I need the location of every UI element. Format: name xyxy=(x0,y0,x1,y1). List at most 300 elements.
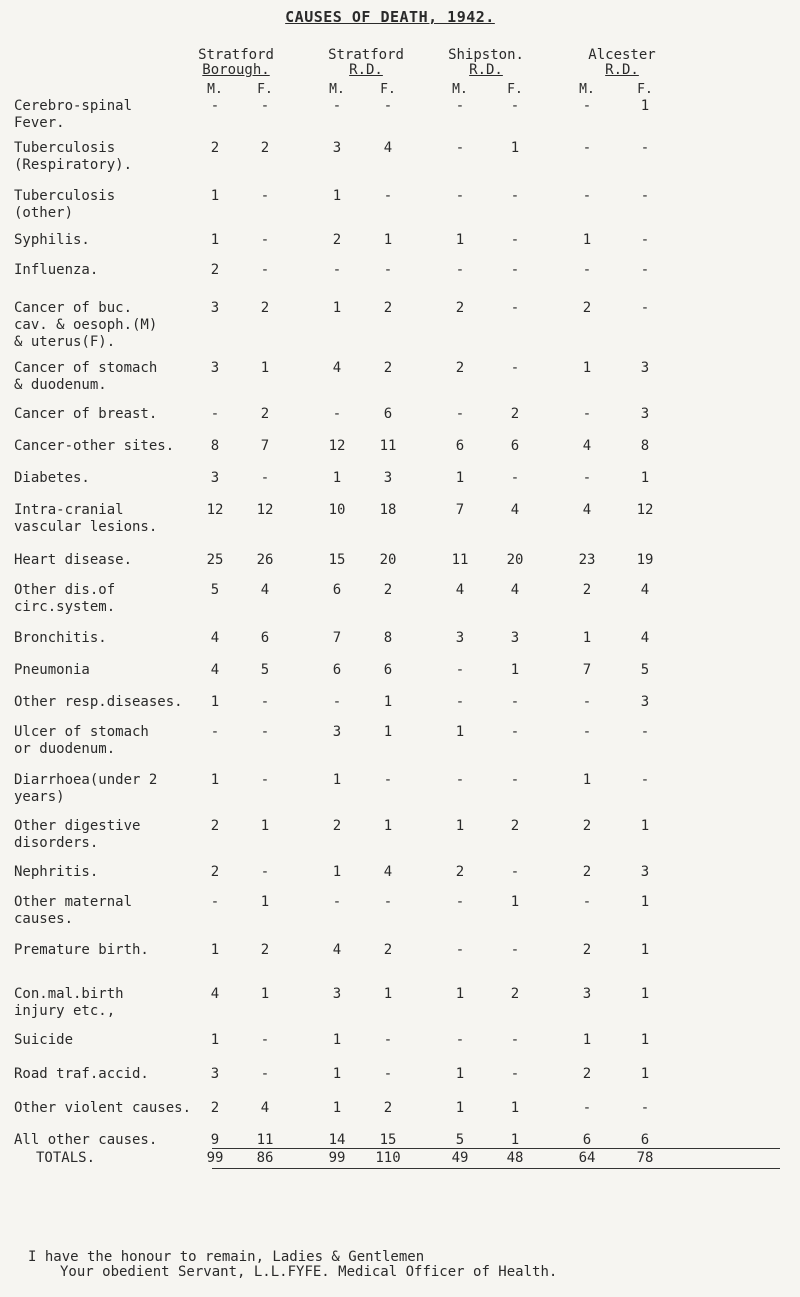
cause-label-line: Fever. xyxy=(14,115,65,131)
district-header xyxy=(300,48,432,78)
cause-label-line: Syphilis. xyxy=(14,232,90,248)
table-cell: 4 xyxy=(582,502,592,518)
cause-label-line: Premature birth. xyxy=(14,942,149,958)
totals-cell: 49 xyxy=(451,1150,469,1166)
cause-label xyxy=(14,864,279,881)
table-cell: 4 xyxy=(455,582,465,598)
table-cell: 12 xyxy=(256,502,274,518)
table-cell: 1 xyxy=(455,986,465,1002)
document-title: CAUSES OF DEATH, 1942. xyxy=(285,8,495,26)
cause-label xyxy=(14,300,279,351)
table-cell: 1 xyxy=(640,1066,650,1082)
table-cell: - xyxy=(455,188,465,204)
table-cell: 1 xyxy=(332,1066,342,1082)
table-cell: - xyxy=(582,894,592,910)
table-cell: - xyxy=(455,98,465,114)
table-cell: 3 xyxy=(510,630,520,646)
cause-label-line: Other digestive xyxy=(14,818,141,834)
table-cell: 4 xyxy=(210,662,220,678)
table-cell: - xyxy=(455,262,465,278)
table-cell: 4 xyxy=(210,630,220,646)
table-cell: 1 xyxy=(332,864,342,880)
table-cell: 1 xyxy=(383,986,393,1002)
table-cell: 4 xyxy=(582,438,592,454)
table-cell: - xyxy=(582,262,592,278)
table-cell: 1 xyxy=(640,942,650,958)
table-cell: 12 xyxy=(328,438,346,454)
table-cell: 6 xyxy=(332,662,342,678)
table-cell: 2 xyxy=(582,818,592,834)
table-cell: 2 xyxy=(383,1100,393,1116)
table-cell: - xyxy=(582,1100,592,1116)
cause-label-line: Diabetes. xyxy=(14,470,90,486)
table-cell: 1 xyxy=(210,232,220,248)
cause-label-line: Cancer of breast. xyxy=(14,406,158,422)
table-cell: 1 xyxy=(640,894,650,910)
totals-cell: 99 xyxy=(206,1150,224,1166)
table-cell: - xyxy=(383,188,393,204)
cause-label-line: vascular lesions. xyxy=(14,519,158,535)
table-cell: - xyxy=(383,772,393,788)
table-cell: 1 xyxy=(582,360,592,376)
cause-label xyxy=(14,406,279,423)
sex-label: F. xyxy=(257,82,273,97)
cause-label-line: cav. & oesoph.(M) xyxy=(14,317,158,333)
table-cell: 1 xyxy=(455,724,465,740)
table-cell: - xyxy=(332,262,342,278)
cause-label-line: Road traf.accid. xyxy=(14,1066,149,1082)
cause-label-line: Nephritis. xyxy=(14,864,99,880)
table-cell: 25 xyxy=(206,552,224,568)
table-cell: - xyxy=(582,470,592,486)
table-cell: 2 xyxy=(582,1066,592,1082)
sex-label: F. xyxy=(380,82,396,97)
table-cell: 4 xyxy=(640,630,650,646)
table-cell: 19 xyxy=(636,552,654,568)
table-cell: 6 xyxy=(510,438,520,454)
table-cell: - xyxy=(332,894,342,910)
table-cell: 1 xyxy=(455,1100,465,1116)
table-cell: 1 xyxy=(332,1100,342,1116)
table-cell: - xyxy=(510,262,520,278)
table-cell: 2 xyxy=(210,818,220,834)
totals-cell: 86 xyxy=(256,1150,274,1166)
cause-label-line: (other) xyxy=(14,205,74,221)
cause-label-line: Other violent causes. xyxy=(14,1100,192,1116)
table-cell: 2 xyxy=(582,942,592,958)
table-cell: - xyxy=(510,188,520,204)
cause-label xyxy=(14,188,279,222)
table-cell: 8 xyxy=(640,438,650,454)
table-cell: - xyxy=(510,1066,520,1082)
table-cell: 11 xyxy=(256,1132,274,1148)
table-cell: 7 xyxy=(332,630,342,646)
cause-label xyxy=(14,502,279,536)
table-cell: 2 xyxy=(260,942,270,958)
table-cell: 7 xyxy=(260,438,270,454)
table-cell: 2 xyxy=(510,986,520,1002)
table-cell: - xyxy=(510,1032,520,1048)
table-cell: 2 xyxy=(210,262,220,278)
cause-label-line: Diarrhoea(under 2 xyxy=(14,772,158,788)
cause-label-line: years) xyxy=(14,789,65,805)
cause-label xyxy=(14,232,279,249)
district-header xyxy=(420,48,552,78)
cause-label xyxy=(14,694,279,711)
table-cell: 10 xyxy=(328,502,346,518)
totals-cell: 99 xyxy=(328,1150,346,1166)
closing-servant: Your obedient Servant, xyxy=(60,1264,246,1280)
table-cell: - xyxy=(260,1032,270,1048)
table-cell: - xyxy=(640,772,650,788)
table-cell: 1 xyxy=(260,360,270,376)
cause-label xyxy=(14,986,279,1020)
table-cell: - xyxy=(383,1032,393,1048)
table-cell: 2 xyxy=(383,582,393,598)
table-cell: 4 xyxy=(510,582,520,598)
table-cell: - xyxy=(260,98,270,114)
cause-label xyxy=(14,470,279,487)
table-cell: 1 xyxy=(210,942,220,958)
table-cell: 26 xyxy=(256,552,274,568)
table-cell: - xyxy=(260,724,270,740)
table-cell: 1 xyxy=(260,818,270,834)
table-cell: 7 xyxy=(455,502,465,518)
table-cell: 1 xyxy=(455,470,465,486)
table-cell: - xyxy=(260,772,270,788)
table-cell: 3 xyxy=(332,724,342,740)
table-cell: - xyxy=(510,470,520,486)
cause-label-line: Cancer-other sites. xyxy=(14,438,175,454)
table-cell: 2 xyxy=(332,818,342,834)
table-cell: - xyxy=(210,406,220,422)
district-subtitle: Borough. xyxy=(202,62,270,78)
table-cell: 6 xyxy=(332,582,342,598)
sex-label: M. xyxy=(579,82,595,97)
table-cell: 3 xyxy=(640,360,650,376)
table-cell: 1 xyxy=(210,188,220,204)
table-cell: - xyxy=(640,140,650,156)
district-name: Stratford xyxy=(198,47,274,63)
table-cell: - xyxy=(510,98,520,114)
closing-line-1: I have the honour to remain, Ladies & Gentlemen xyxy=(28,1249,425,1265)
cause-label-line: Other resp.diseases. xyxy=(14,694,183,710)
sex-label: M. xyxy=(207,82,223,97)
district-name: Stratford xyxy=(328,47,404,63)
table-cell: 1 xyxy=(210,694,220,710)
cause-label-line: Suicide xyxy=(14,1032,74,1048)
totals-cell: 48 xyxy=(506,1150,524,1166)
table-cell: 3 xyxy=(640,864,650,880)
cause-label xyxy=(14,360,279,394)
table-cell: 1 xyxy=(210,1032,220,1048)
table-cell: 1 xyxy=(332,470,342,486)
table-cell: - xyxy=(510,694,520,710)
table-cell: 1 xyxy=(640,470,650,486)
cause-label xyxy=(14,894,279,928)
district-header xyxy=(556,48,688,78)
table-cell: 11 xyxy=(451,552,469,568)
table-cell: 3 xyxy=(210,300,220,316)
district-subtitle: R.D. xyxy=(469,62,503,78)
table-cell: 3 xyxy=(383,470,393,486)
cause-label xyxy=(14,98,279,132)
cause-label-line: or duodenum. xyxy=(14,741,116,757)
table-cell: - xyxy=(510,864,520,880)
cause-label xyxy=(14,1132,279,1149)
table-cell: - xyxy=(582,694,592,710)
table-cell: 2 xyxy=(455,300,465,316)
table-cell: 3 xyxy=(640,694,650,710)
totals-cell: 64 xyxy=(578,1150,596,1166)
table-cell: 3 xyxy=(332,140,342,156)
table-cell: - xyxy=(582,98,592,114)
table-cell: 5 xyxy=(260,662,270,678)
table-cell: - xyxy=(640,300,650,316)
table-cell: - xyxy=(383,1066,393,1082)
cause-label-line: circ.system. xyxy=(14,599,116,615)
cause-label-line: Influenza. xyxy=(14,262,99,278)
cause-label xyxy=(14,1066,279,1083)
table-cell: 1 xyxy=(260,894,270,910)
table-cell: 23 xyxy=(578,552,596,568)
cause-label xyxy=(14,1032,279,1049)
table-cell: - xyxy=(640,188,650,204)
table-cell: 1 xyxy=(455,232,465,248)
table-cell: 4 xyxy=(332,360,342,376)
table-cell: 5 xyxy=(640,662,650,678)
table-cell: 1 xyxy=(455,1066,465,1082)
table-cell: - xyxy=(455,406,465,422)
table-cell: 4 xyxy=(383,864,393,880)
district-name: Shipston. xyxy=(448,47,524,63)
table-cell: 8 xyxy=(210,438,220,454)
cause-label-line: Pneumonia xyxy=(14,662,90,678)
table-cell: 1 xyxy=(383,724,393,740)
table-cell: 2 xyxy=(210,140,220,156)
district-name: Alcester xyxy=(588,47,656,63)
cause-label-line: Tuberculosis xyxy=(14,188,116,204)
cause-label-line: Bronchitis. xyxy=(14,630,107,646)
signature: L.L.FYFE. Medical Officer of Health. xyxy=(253,1264,558,1280)
cause-label-line: Other dis.of xyxy=(14,582,116,598)
table-cell: 2 xyxy=(260,140,270,156)
table-cell: 3 xyxy=(210,360,220,376)
table-cell: 9 xyxy=(210,1132,220,1148)
table-cell: - xyxy=(210,724,220,740)
table-cell: - xyxy=(260,694,270,710)
table-cell: 1 xyxy=(582,1032,592,1048)
table-cell: 6 xyxy=(260,630,270,646)
table-cell: 11 xyxy=(379,438,397,454)
table-cell: 4 xyxy=(260,1100,270,1116)
cause-label-line: Cerebro-spinal xyxy=(14,98,133,114)
table-cell: 12 xyxy=(636,502,654,518)
table-cell: - xyxy=(210,894,220,910)
table-cell: - xyxy=(260,1066,270,1082)
cause-label-line: Tuberculosis xyxy=(14,140,116,156)
table-cell: 2 xyxy=(260,406,270,422)
totals-rule-top xyxy=(212,1148,780,1149)
table-cell: 6 xyxy=(383,662,393,678)
table-cell: - xyxy=(510,360,520,376)
table-cell: 1 xyxy=(510,1132,520,1148)
table-cell: - xyxy=(455,894,465,910)
cause-label-line: Con.mal.birth xyxy=(14,986,124,1002)
table-cell: - xyxy=(640,724,650,740)
cause-label-line: (Respiratory). xyxy=(14,157,133,173)
table-cell: 12 xyxy=(206,502,224,518)
table-cell: 3 xyxy=(210,470,220,486)
table-cell: - xyxy=(260,232,270,248)
table-cell: 2 xyxy=(260,300,270,316)
table-cell: 1 xyxy=(332,188,342,204)
table-cell: 1 xyxy=(332,1032,342,1048)
table-cell: 1 xyxy=(455,818,465,834)
table-cell: 7 xyxy=(582,662,592,678)
table-cell: 2 xyxy=(510,818,520,834)
cause-label xyxy=(14,772,279,806)
table-cell: 1 xyxy=(260,986,270,1002)
table-cell: 1 xyxy=(582,630,592,646)
table-cell: 6 xyxy=(582,1132,592,1148)
table-cell: 2 xyxy=(210,1100,220,1116)
table-cell: - xyxy=(582,724,592,740)
cause-label xyxy=(14,262,279,279)
table-cell: - xyxy=(260,470,270,486)
table-cell: 1 xyxy=(383,694,393,710)
table-cell: 4 xyxy=(332,942,342,958)
table-cell: - xyxy=(510,724,520,740)
table-cell: - xyxy=(455,694,465,710)
cause-label-line: Heart disease. xyxy=(14,552,133,568)
cause-label-line: injury etc., xyxy=(14,1003,116,1019)
cause-label-line: Other maternal xyxy=(14,894,133,910)
cause-label-line: All other causes. xyxy=(14,1132,158,1148)
cause-label xyxy=(14,552,279,569)
closing-line-2 xyxy=(60,1265,557,1280)
table-cell: 6 xyxy=(455,438,465,454)
cause-label-line: Cancer of buc. xyxy=(14,300,133,316)
sex-label: M. xyxy=(452,82,468,97)
table-cell: - xyxy=(510,942,520,958)
table-cell: - xyxy=(455,140,465,156)
table-cell: 2 xyxy=(383,360,393,376)
table-cell: - xyxy=(260,864,270,880)
totals-cell: 110 xyxy=(375,1150,401,1166)
table-cell: 3 xyxy=(210,1066,220,1082)
sex-label: M. xyxy=(329,82,345,97)
cause-label xyxy=(14,140,279,174)
table-cell: 2 xyxy=(455,360,465,376)
table-cell: - xyxy=(260,188,270,204)
table-cell: 18 xyxy=(379,502,397,518)
totals-label: TOTALS. xyxy=(36,1150,96,1166)
cause-label xyxy=(14,724,279,758)
cause-label-line: disorders. xyxy=(14,835,99,851)
table-cell: 1 xyxy=(383,232,393,248)
table-cell: 1 xyxy=(510,140,520,156)
table-cell: 1 xyxy=(383,818,393,834)
cause-label xyxy=(14,582,279,616)
cause-label-line: & uterus(F). xyxy=(14,334,116,350)
table-cell: - xyxy=(332,406,342,422)
table-cell: 1 xyxy=(640,986,650,1002)
table-cell: - xyxy=(640,232,650,248)
table-cell: 1 xyxy=(640,98,650,114)
table-cell: - xyxy=(383,262,393,278)
table-cell: - xyxy=(210,98,220,114)
cause-label xyxy=(14,818,279,852)
table-cell: - xyxy=(455,1032,465,1048)
table-cell: 5 xyxy=(455,1132,465,1148)
table-cell: 2 xyxy=(383,300,393,316)
sex-label: F. xyxy=(637,82,653,97)
table-cell: 2 xyxy=(582,864,592,880)
table-cell: 2 xyxy=(582,582,592,598)
sex-label: F. xyxy=(507,82,523,97)
table-cell: - xyxy=(640,262,650,278)
table-cell: 2 xyxy=(332,232,342,248)
table-cell: - xyxy=(260,262,270,278)
table-cell: 1 xyxy=(640,818,650,834)
table-cell: - xyxy=(455,662,465,678)
table-cell: 1 xyxy=(582,232,592,248)
table-cell: 2 xyxy=(455,864,465,880)
table-cell: 4 xyxy=(210,986,220,1002)
cause-label xyxy=(14,630,279,647)
table-cell: - xyxy=(383,894,393,910)
table-cell: 1 xyxy=(640,1032,650,1048)
table-cell: 4 xyxy=(640,582,650,598)
totals-rule-bottom xyxy=(212,1168,780,1169)
table-cell: 4 xyxy=(383,140,393,156)
table-cell: 4 xyxy=(260,582,270,598)
table-cell: 3 xyxy=(332,986,342,1002)
table-cell: - xyxy=(510,772,520,788)
table-cell: 1 xyxy=(210,772,220,788)
district-header xyxy=(170,48,302,78)
table-cell: - xyxy=(510,232,520,248)
cause-label xyxy=(14,438,279,455)
table-cell: - xyxy=(640,1100,650,1116)
table-cell: 4 xyxy=(510,502,520,518)
table-cell: 3 xyxy=(455,630,465,646)
totals-cell: 78 xyxy=(636,1150,654,1166)
table-cell: - xyxy=(332,694,342,710)
table-cell: 5 xyxy=(210,582,220,598)
table-cell: 6 xyxy=(383,406,393,422)
table-cell: 2 xyxy=(510,406,520,422)
table-cell: 3 xyxy=(640,406,650,422)
cause-label-line: & duodenum. xyxy=(14,377,107,393)
table-cell: - xyxy=(510,300,520,316)
cause-label-line: Intra-cranial xyxy=(14,502,124,518)
table-cell: - xyxy=(455,942,465,958)
table-cell: 6 xyxy=(640,1132,650,1148)
district-subtitle: R.D. xyxy=(349,62,383,78)
table-cell: 1 xyxy=(332,300,342,316)
table-cell: 1 xyxy=(332,772,342,788)
table-cell: - xyxy=(582,188,592,204)
table-cell: 2 xyxy=(383,942,393,958)
cause-label-line: Cancer of stomach xyxy=(14,360,158,376)
cause-label xyxy=(14,942,279,959)
table-cell: - xyxy=(582,140,592,156)
cause-label xyxy=(14,662,279,679)
table-cell: - xyxy=(582,406,592,422)
table-cell: 1 xyxy=(510,662,520,678)
